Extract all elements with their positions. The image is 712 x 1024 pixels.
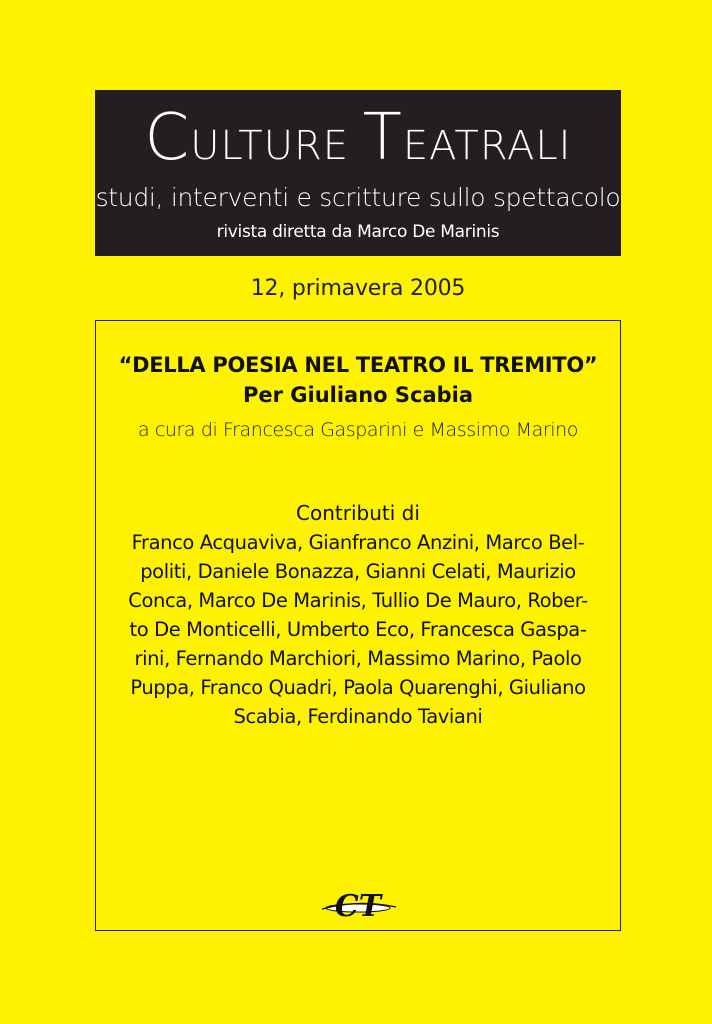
contributor-line: Franco Acquaviva, Gianfranco Anzini, Marco Bel- bbox=[131, 531, 585, 554]
masthead bbox=[95, 90, 621, 256]
title-word-culture: ULTURE bbox=[190, 123, 350, 169]
feature-headline: “DELLA POESIA NEL TEATRO IL TREMITO” bbox=[118, 353, 598, 377]
title-initial-c: C bbox=[144, 101, 191, 175]
title-word-teatrali: EATRALI bbox=[402, 123, 572, 169]
ct-logo-icon bbox=[316, 881, 400, 929]
content-box bbox=[95, 320, 621, 931]
contributor-line: Scabia, Ferdinando Taviani bbox=[233, 705, 483, 728]
contributors-list bbox=[100, 528, 616, 731]
issue-number: 12, primavera 2005 bbox=[250, 276, 466, 301]
contributor-line: to De Monticelli, Umberto Eco, Francesca Gaspa- bbox=[129, 618, 587, 641]
feature-subheadline: Per Giuliano Scabia bbox=[242, 383, 474, 407]
journal-title bbox=[95, 98, 621, 186]
contributor-line: rini, Fernando Marchiori, Massimo Marino, Paolo bbox=[134, 647, 582, 670]
journal-subtitle: studi, interventi e scritture sullo spettacolo bbox=[95, 183, 621, 212]
journal-editor-line: rivista diretta da Marco De Marinis bbox=[216, 222, 500, 242]
title-initial-t: T bbox=[362, 101, 403, 175]
feature-curators: a cura di Francesca Gasparini e Massimo Marino bbox=[137, 419, 579, 441]
contributor-line: politi, Daniele Bonazza, Gianni Celati, Maurizio bbox=[140, 560, 576, 583]
contributions-heading: Contributi di bbox=[296, 501, 420, 525]
ct-logo-text: CT bbox=[334, 889, 382, 924]
contributor-line: Conca, Marco De Marinis, Tullio De Mauro, Rober- bbox=[128, 589, 588, 612]
contributor-line: Puppa, Franco Quadri, Paola Quarenghi, Giuliano bbox=[130, 676, 586, 699]
